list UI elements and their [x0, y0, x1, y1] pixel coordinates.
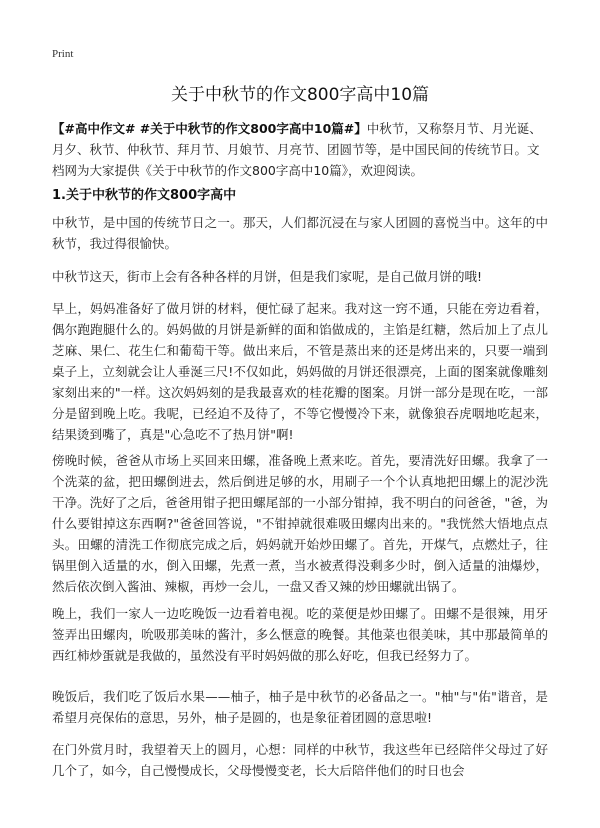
paragraph-6: 晚饭后，我们吃了饭后水果——柚子，柚子是中秋节的必备品之一。"柚"与"佑"谐音，是希望月亮保佑的意思，另外，柚子是圆的，也是象征着团圆的意思啦!	[52, 689, 548, 725]
intro-text: 中秋节，又称祭月节、月光诞、月夕、秋节、仲秋节、拜月节、月娘节、月亮节、团圆节等，是中国民间的传统节日。文档网为大家提供《关于中秋节的作文800字高中10篇》，欢迎阅读。	[52, 121, 542, 178]
section-heading: 1.关于中秋节的作文800字高中	[52, 188, 237, 203]
paragraph-7: 在门外赏月时，我望着天上的圆月，心想：同样的中秋节，我这些年已经陪伴父母过了好几个了，如今，自己慢慢成长，父母慢慢变老，长大后陪伴他们的时日也会	[52, 742, 548, 778]
page-title: 关于中秋节的作文800字高中10篇	[170, 85, 430, 105]
paragraph-5: 晚上，我们一家人一边吃晚饭一边看着电视。吃的菜便是炒田螺了。田螺不是很辣，用牙签弄出田螺肉，吮吸那美味的酱汁，多么惬意的晚餐。其他菜也很美味，其中那最简单的西红柿炒蛋就是我做的，虽然没有平时妈妈做的那么好吃，但我已经努力了。	[52, 606, 548, 663]
intro-tags: 【#高中作文# #关于中秋节的作文800字高中10篇#】	[52, 121, 367, 136]
print-link[interactable]: Print	[52, 48, 74, 60]
intro-paragraph	[52, 118, 548, 181]
paragraph-1: 中秋节，是中国的传统节日之一。那天，人们都沉浸在与家人团圆的喜悦当中。这年的中秋节，我过得很愉快。	[52, 215, 548, 251]
paragraph-3: 早上，妈妈准备好了做月饼的材料，便忙碌了起来。我对这一窍不通，只能在旁边看着，偶尔跑跑腿什么的。妈妈做的月饼是新鲜的面和馅做成的，主馅是红糖，然后加上了点儿芝麻、果仁、花生仁和葡萄干等。做出来后，不管是蒸出来的还是烤出来的，只要一端到桌子上，立刻就会让人垂涎三尺!不仅如此，妈妈做的月饼还很漂亮，上面的图案就像雕刻家刻出来的"一样。这次妈妈刻的是我最喜欢的桂花瓣的图案。月饼一部分是现在吃，一部分是留到晚上吃。我呢，已经迫不及待了，不等它慢慢冷下来，就像狼吞虎咽地吃起来，结果烫到嘴了，真是"心急吃不了热月饼"啊!	[52, 301, 548, 442]
paragraph-2: 中秋节这天，街市上会有各种各样的月饼，但是我们家呢，是自己做月饼的哦!	[52, 269, 483, 284]
paragraph-4: 傍晚时候，爸爸从市场上买回来田螺，准备晚上煮来吃。首先，要清洗好田螺。我拿了一个洗菜的盆，把田螺倒进去，然后倒进足够的水，用刷子一个个认真地把田螺上的泥沙洗干净。洗好了之后，爸爸用钳子把田螺尾部的一小部分钳掉，我不明白的问爸爸，"爸，为什么要钳掉这东西啊?"爸爸回答说，"不钳掉就很难吸田螺肉出来的。"我恍然大悟地点点头。田螺的清洗工作彻底完成之后，妈妈就开始炒田螺了。首先，开煤气，点燃灶子，往锅里倒入适量的水，倒入田螺，先煮一煮，当水被煮得没剩多少时，倒入适量的油爆炒，然后依次倒入酱油、辣椒，再炒一会儿，一盘又香又辣的炒田螺就出锅了。	[52, 453, 548, 594]
